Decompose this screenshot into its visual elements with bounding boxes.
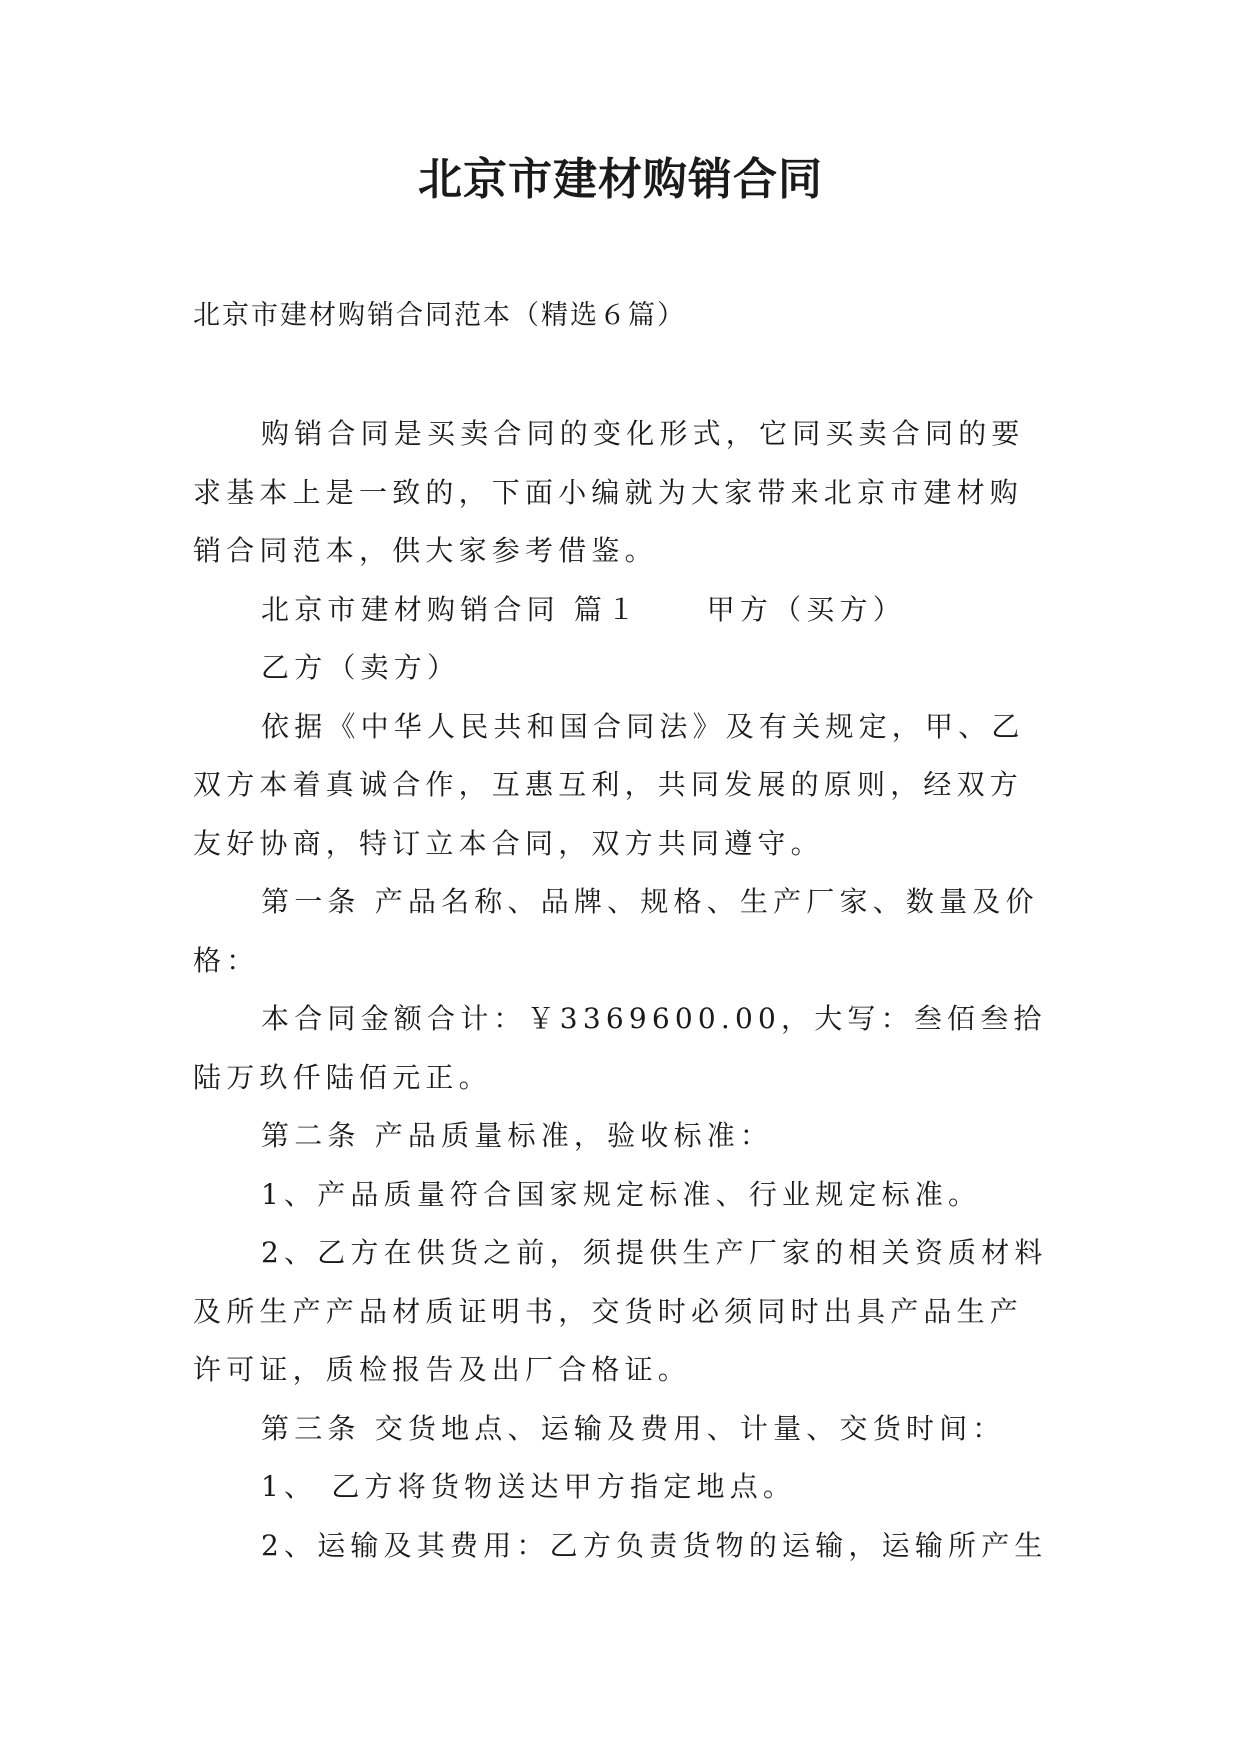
paragraph-intro: 购销合同是买卖合同的变化形式，它同买卖合同的要求基本上是一致的，下面小编就为大家带来北京市建材购销合同范本，供大家参考借鉴。 [193, 417, 1025, 567]
paragraph-total-amount: 本合同金额合计：￥3369600.00，大写：叁佰叁拾陆万玖仟陆佰元正。 [193, 1002, 1047, 1094]
document-subtitle: 北京市建材购销合同范本（精选６篇） [193, 300, 686, 331]
document-body [193, 405, 1055, 1575]
paragraph-party-b: 乙方（卖方） [261, 651, 461, 684]
paragraph-article-3: 第三条 交货地点、运输及费用、计量、交货时间： [261, 1411, 1006, 1445]
paragraph-article-3-item-1: 1、 乙方将货物送达甲方指定地点。 [261, 1470, 797, 1503]
paragraph-article-3-item-2: 2、运输及其费用：乙方负责货物的运输，运输所产生 [261, 1528, 1048, 1562]
paragraph-article-2-item-1: 1、产品质量符合国家规定标准、行业规定标准。 [261, 1177, 982, 1211]
paragraph-section-heading: 北京市建材购销合同 篇１ 甲方（买方） [261, 592, 906, 626]
paragraph-article-2-item-2: 2、乙方在供货之前，须提供生产厂家的相关资质材料及所生产产品材质证明书，交货时必须同时出具产品生产许可证，质检报告及出厂合格证。 [193, 1236, 1048, 1386]
paragraph-basis: 依据《中华人民共和国合同法》及有关规定，甲、乙双方本着真诚合作，互惠互利，共同发展的原则，经双方友好协商，特订立本合同，双方共同遵守。 [193, 709, 1025, 860]
paragraph-article-2: 第二条 产品质量标准，验收标准： [261, 1119, 774, 1152]
paragraph-article-1: 第一条 产品名称、品牌、规格、生产厂家、数量及价格： [193, 885, 1039, 977]
document-title: 北京市建材购销合同 [418, 154, 823, 205]
